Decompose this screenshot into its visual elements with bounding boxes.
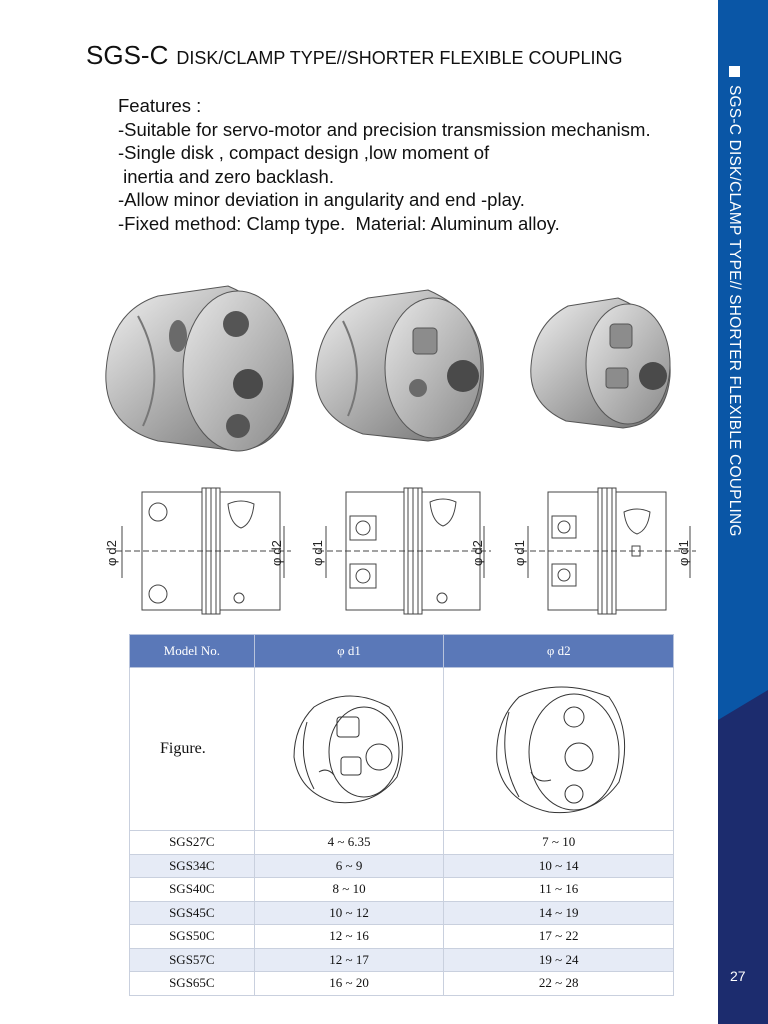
title-subtitle: DISK/CLAMP TYPE//SHORTER FLEXIBLE COUPLING [176,48,623,68]
feature-line: -Allow minor deviation in angularity and end -play. [118,189,525,210]
feature-line: -Single disk , compact design ,low moment of [118,142,490,163]
coupling-photo-d2 [106,286,293,451]
drawing-d1-d2 [318,488,491,614]
feature-line: inertia and zero backlash. [118,165,334,187]
feature-line: -Suitable for servo-motor and precision transmission mechanism. [118,118,651,140]
title-model: SGS-C [86,40,169,70]
features-block [118,94,651,235]
page-number: 27 [730,968,746,984]
page-title [86,40,622,71]
sidebar-title: SGS-C DISK/CLAMP TYPE// SHORTER FLEXIBLE COUPLING [725,66,743,537]
table-row: SGS57C 12 ~ 17 19 ~ 24 [130,948,674,972]
dim-label-d2: φd2 [470,540,485,566]
header-d2: φ d2 [444,635,674,668]
table-row: SGS65C 16 ~ 20 22 ~ 28 [130,972,674,996]
technical-drawings [96,486,706,616]
figure-row [130,668,674,831]
table-row: SGS34C 6 ~ 9 10 ~ 14 [130,854,674,878]
figure-label: Figure. [130,668,255,831]
figure-d1 [254,668,444,831]
drawing-d1-d1 [521,488,696,614]
square-bullet-icon [729,66,740,77]
header-d1: φ d1 [254,635,444,668]
table-header-row [130,635,674,668]
table-row: SGS40C 8 ~ 10 11 ~ 16 [130,878,674,902]
dim-label-d1: φd1 [676,540,691,566]
dim-label-d2: φd2 [269,540,284,566]
dim-label-d1: φd1 [512,540,527,566]
table-row: SGS45C 10 ~ 12 14 ~ 19 [130,901,674,925]
drawing-d2-d2 [116,488,291,614]
table-row: SGS50C 12 ~ 16 17 ~ 22 [130,925,674,949]
figure-d2 [444,668,674,831]
feature-line: -Fixed method: Clamp type. Material: Aluminum alloy. [118,212,560,234]
features-heading: Features : [118,95,202,116]
table-row: SGS27C 4 ~ 6.35 7 ~ 10 [130,831,674,855]
coupling-photo-d1 [531,298,670,428]
header-model-no: Model No. [130,635,255,668]
dim-label-d2: φd2 [104,540,119,566]
coupling-d1-line-drawing [279,677,419,817]
dim-label-d1: φd1 [310,540,325,566]
product-photos [98,276,698,466]
spec-table [129,634,674,996]
coupling-photo-d1-d2 [316,290,484,441]
coupling-d2-line-drawing [479,672,639,822]
